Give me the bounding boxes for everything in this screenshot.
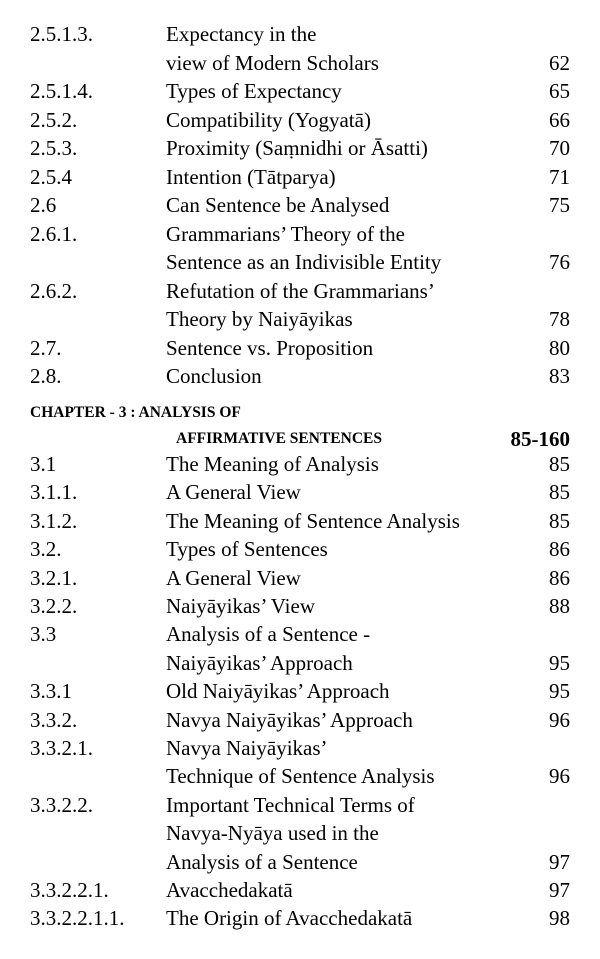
page-number: 80 — [549, 335, 570, 360]
page-number: 66 — [549, 107, 570, 132]
section-number: 2.5.3. — [30, 136, 78, 160]
page-number: 83 — [549, 364, 570, 388]
page-number: 88 — [549, 594, 570, 618]
section-number: 2.6.1. — [30, 221, 78, 246]
section-number: 2.6 — [30, 193, 57, 217]
toc-entry-line — [0, 163, 600, 191]
section-number: 2.7. — [30, 335, 62, 360]
page-number: 85 — [549, 452, 570, 476]
section-title: Sentence as an Indivisible Entity — [166, 250, 442, 274]
page-number: 85 — [549, 508, 570, 533]
section-title: Naiyāyikas’ View — [166, 594, 315, 618]
section-title: Conclusion — [166, 364, 262, 388]
toc-entry-line — [0, 649, 600, 677]
toc-entry-line — [0, 450, 600, 478]
chapter-heading-line1: CHAPTER - 3 : ANALYSIS OF — [30, 404, 241, 421]
section-title: Proximity (Saṃnidhi or Āsatti) — [166, 136, 428, 160]
section-number: 3.3.2.2.1.1. — [30, 906, 125, 931]
section-title: Analysis of a Sentence — [166, 849, 358, 874]
page-number: 65 — [549, 79, 570, 103]
section-title: Navya Naiyāyikas’ Approach — [166, 707, 413, 732]
section-number: 3.3 — [30, 622, 57, 647]
page-number: 85 — [549, 480, 570, 505]
section-title: Analysis of a Sentence - — [166, 622, 371, 647]
page-number: 76 — [549, 250, 570, 274]
toc-entry-line — [0, 564, 600, 592]
section-title: Important Technical Terms of — [166, 792, 415, 817]
page-number: 70 — [549, 136, 570, 160]
section-title: Theory by Naiyāyikas — [166, 307, 353, 331]
section-title: The Origin of Avacchedakatā — [166, 906, 413, 931]
section-number: 3.3.2.2.1. — [30, 878, 109, 902]
section-number: 3.3.2. — [30, 707, 78, 732]
section-number: 2.5.4 — [30, 164, 72, 189]
page-number: 95 — [549, 650, 570, 675]
page-number: 78 — [549, 307, 570, 331]
chapter-page-range: 85-160 — [510, 427, 570, 451]
section-title: Compatibility (Yogyatā) — [166, 107, 371, 132]
toc-entry-line — [0, 248, 600, 276]
page-number: 98 — [549, 906, 570, 931]
toc-entry-line — [0, 791, 600, 819]
toc-entry-line — [0, 620, 600, 648]
section-title: Types of Sentences — [166, 537, 328, 562]
page-number: 95 — [549, 679, 570, 704]
toc-entry-line — [0, 848, 600, 876]
section-title: Types of Expectancy — [166, 79, 342, 103]
chapter-heading — [0, 400, 600, 426]
toc-entry-line — [0, 535, 600, 563]
section-number: 2.6.2. — [30, 278, 78, 303]
section-number: 2.5.1.3. — [30, 22, 93, 46]
section-title: A General View — [166, 480, 301, 505]
section-title: Can Sentence be Analysed — [166, 193, 390, 217]
section-number: 3.2.2. — [30, 594, 78, 618]
page-number: 96 — [549, 764, 570, 789]
section-title: Naiyāyikas’ Approach — [166, 650, 353, 675]
section-number: 3.3.1 — [30, 679, 72, 704]
section-number: 3.1 — [30, 452, 57, 476]
toc-entry-line — [0, 77, 600, 105]
section-title: Refutation of the Grammarians’ — [166, 278, 435, 303]
toc-entry-line — [0, 706, 600, 734]
toc-entry-line — [0, 507, 600, 535]
toc-entry-line — [0, 220, 600, 248]
page-number: 71 — [549, 164, 570, 189]
page-number: 75 — [549, 193, 570, 217]
chapter-heading-line2: AFFIRMATIVE SENTENCES — [176, 430, 382, 447]
section-title: The Meaning of Sentence Analysis — [166, 508, 460, 533]
toc-entry-line — [0, 478, 600, 506]
page-number: 86 — [549, 565, 570, 590]
section-title: A General View — [166, 565, 301, 590]
toc-entry-line — [0, 762, 600, 790]
chapter-heading-second-line — [0, 426, 600, 452]
toc-entry-line — [0, 362, 600, 390]
page-number: 96 — [549, 707, 570, 732]
section-number: 2.5.2. — [30, 107, 78, 132]
section-title: view of Modern Scholars — [166, 50, 379, 75]
page-number: 62 — [549, 50, 570, 75]
section-number: 2.8. — [30, 364, 62, 388]
toc-entry-line — [0, 134, 600, 162]
section-number: 3.1.1. — [30, 480, 78, 505]
toc-entry-line — [0, 819, 600, 847]
toc-entry-line — [0, 20, 600, 48]
page-number: 97 — [549, 849, 570, 874]
page-number: 97 — [549, 878, 570, 902]
toc-entry-line — [0, 734, 600, 762]
toc-entry-line — [0, 191, 600, 219]
section-title: Old Naiyāyikas’ Approach — [166, 679, 390, 704]
section-number: 3.2.1. — [30, 565, 78, 590]
section-number: 3.3.2.1. — [30, 736, 93, 760]
section-title: Intention (Tātparya) — [166, 164, 336, 189]
section-title: Grammarians’ Theory of the — [166, 221, 405, 246]
section-title: Technique of Sentence Analysis — [166, 764, 435, 789]
toc-entry-line — [0, 904, 600, 932]
section-number: 3.1.2. — [30, 508, 78, 533]
section-title: Expectancy in the — [166, 22, 317, 46]
section-number: 3.2. — [30, 537, 62, 562]
toc-entry-line — [0, 334, 600, 362]
toc-entry-line — [0, 876, 600, 904]
toc-entry-line — [0, 677, 600, 705]
section-number: 3.3.2.2. — [30, 792, 93, 817]
toc-entry-line — [0, 305, 600, 333]
toc-entry-line — [0, 106, 600, 134]
page-number: 86 — [549, 537, 570, 562]
section-title: Navya Naiyāyikas’ — [166, 736, 328, 760]
toc-entry-line — [0, 592, 600, 620]
section-title: Navya-Nyāya used in the — [166, 821, 379, 846]
toc-entry-line — [0, 277, 600, 305]
section-title: Sentence vs. Proposition — [166, 335, 374, 360]
section-number: 2.5.1.4. — [30, 79, 93, 103]
toc-entry-line — [0, 49, 600, 77]
section-title: Avacchedakatā — [166, 878, 293, 902]
section-title: The Meaning of Analysis — [166, 452, 379, 476]
